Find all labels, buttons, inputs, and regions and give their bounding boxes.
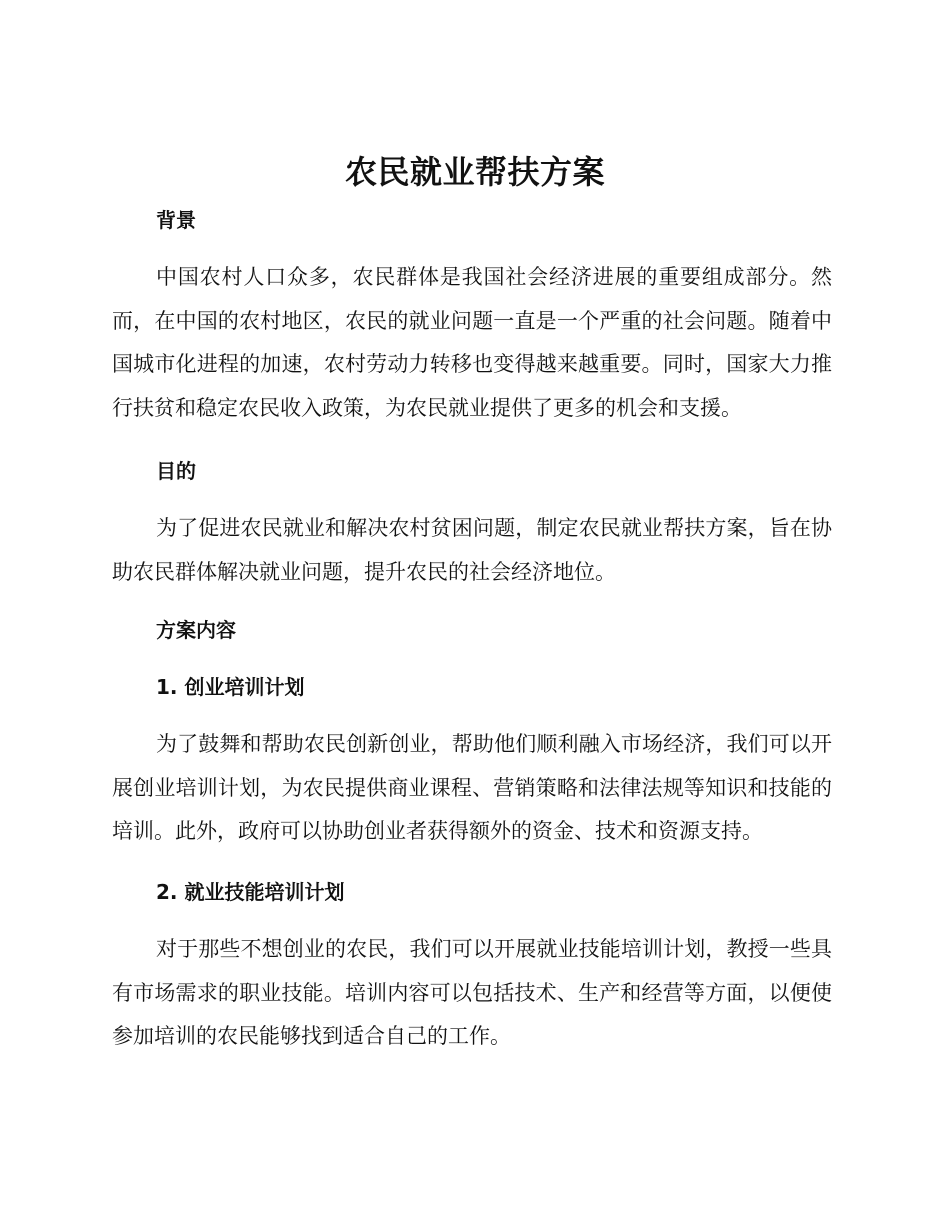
subsection-paragraph-startup-training: 为了鼓舞和帮助农民创新创业，帮助他们顺利融入市场经济，我们可以开展创业培训计划，为农民提供商业课程、营销策略和法律法规等知识和技能的培训。此外，政府可以协助创业者获得额外的资金、技术和资源支持。: [112, 732, 832, 843]
subsection-heading-skills-training: 2. 就业技能培训计划: [156, 880, 345, 904]
document-title: 农民就业帮扶方案: [344, 153, 605, 191]
subsection-heading-startup-training: 1. 创业培训计划: [156, 675, 305, 699]
subsection-paragraph-skills-training: 对于那些不想创业的农民，我们可以开展就业技能培训计划，教授一些具有市场需求的职业技能。培训内容可以包括技术、生产和经营等方面，以便使参加培训的农民能够找到适合自己的工作。: [112, 937, 832, 1048]
section-heading-content: 方案内容: [156, 618, 236, 642]
section-heading-aim: 目的: [156, 459, 196, 483]
section-heading-background: 背景: [156, 208, 196, 232]
section-paragraph-background: 中国农村人口众多，农民群体是我国社会经济进展的重要组成部分。然而，在中国的农村地区，农民的就业问题一直是一个严重的社会问题。随着中国城市化进程的加速，农村劳动力转移也变得越来越重要。同时，国家大力推行扶贫和稳定农民收入政策，为农民就业提供了更多的机会和支援。: [112, 265, 832, 420]
section-paragraph-aim: 为了促进农民就业和解决农村贫困问题，制定农民就业帮扶方案，旨在协助农民群体解决就业问题，提升农民的社会经济地位。: [112, 516, 832, 584]
